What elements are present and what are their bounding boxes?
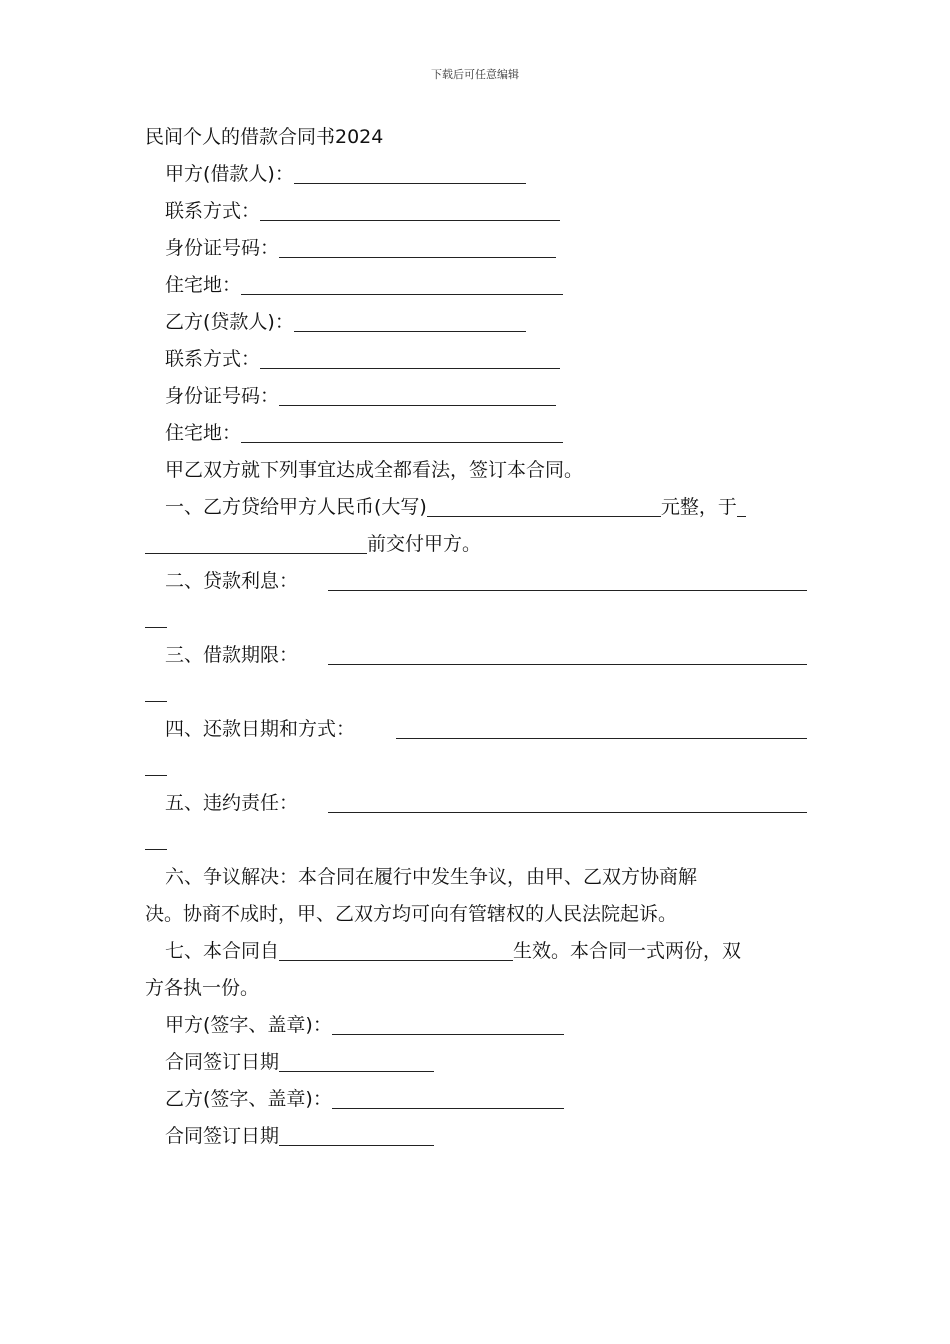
- party-b-id-label: 身份证号码：: [165, 385, 280, 407]
- page-header: 下载后可任意编辑: [431, 68, 519, 81]
- clause-2-continuation-row: [145, 603, 807, 640]
- party-b-date-label: 合同签订日期: [165, 1125, 280, 1147]
- clause-7-line-2: 方各执一份。: [145, 977, 260, 999]
- clause-1-row: [145, 492, 807, 529]
- clause-5-continuation-row: [145, 825, 807, 862]
- party-a-contact-row: [145, 196, 807, 233]
- liability-blank-tail[interactable]: [145, 825, 167, 850]
- party-a-id-label: 身份证号码：: [165, 237, 280, 259]
- clause-5-row: [145, 788, 807, 825]
- party-b-signature-blank[interactable]: [332, 1084, 564, 1109]
- loan-amount-blank[interactable]: [427, 492, 661, 517]
- clause-2-label: 二、贷款利息：: [165, 570, 299, 592]
- party-a-contact-blank[interactable]: [260, 196, 560, 221]
- delivery-date-blank-start[interactable]: [737, 492, 746, 517]
- liability-blank[interactable]: [328, 788, 807, 813]
- party-b-address-blank[interactable]: [241, 418, 563, 443]
- party-a-address-label: 住宅地：: [165, 274, 242, 296]
- clause-4-continuation-row: [145, 751, 807, 788]
- clause-1-continuation-row: [145, 529, 807, 566]
- clause-2-row: [145, 566, 807, 603]
- party-b-contact-label: 联系方式：: [165, 348, 261, 370]
- party-a-name-blank[interactable]: [294, 159, 526, 184]
- clause-3-row: [145, 640, 807, 677]
- contract-document: [145, 122, 807, 1158]
- clause-1-text-part3: 前交付甲方。: [367, 533, 482, 555]
- clause-7-text-part2: 生效。本合同一式两份，双: [513, 940, 742, 962]
- party-a-date-blank[interactable]: [279, 1047, 434, 1072]
- party-b-date-blank[interactable]: [279, 1121, 434, 1146]
- clause-7-row: [145, 936, 807, 973]
- intro-text: 甲乙双方就下列事宜达成全都看法，签订本合同。: [165, 459, 584, 481]
- loan-term-blank-tail[interactable]: [145, 677, 167, 702]
- clause-5-label: 五、违约责任：: [165, 792, 299, 814]
- party-a-address-blank[interactable]: [241, 270, 563, 295]
- party-a-contact-label: 联系方式：: [165, 200, 261, 222]
- party-b-name-blank[interactable]: [294, 307, 526, 332]
- party-b-signature-row: [145, 1084, 807, 1121]
- party-b-name-row: [145, 307, 807, 344]
- delivery-date-blank[interactable]: [145, 529, 367, 554]
- party-a-id-row: [145, 233, 807, 270]
- clause-1-text-part2: 元整，于: [660, 496, 737, 518]
- clause-6-line-1: 六、争议解决：本合同在履行中发生争议，由甲、乙双方协商解: [165, 866, 698, 888]
- party-b-contact-blank[interactable]: [260, 344, 560, 369]
- clause-4-row: [145, 714, 807, 751]
- effective-date-blank[interactable]: [279, 936, 513, 961]
- repayment-blank[interactable]: [396, 714, 807, 739]
- party-b-date-row: [145, 1121, 807, 1158]
- clause-7-text-part1: 七、本合同自: [165, 940, 280, 962]
- party-a-name-row: [145, 159, 807, 196]
- clause-3-continuation-row: [145, 677, 807, 714]
- party-a-date-row: [145, 1047, 807, 1084]
- party-a-signature-blank[interactable]: [332, 1010, 564, 1035]
- clause-1-text-part1: 一、乙方贷给甲方人民币(大写): [165, 496, 427, 518]
- party-b-id-row: [145, 381, 807, 418]
- loan-term-blank[interactable]: [328, 640, 807, 665]
- party-b-id-blank[interactable]: [279, 381, 556, 406]
- party-a-signature-label: 甲方(签字、盖章)：: [165, 1014, 332, 1036]
- interest-blank[interactable]: [328, 566, 807, 591]
- party-b-address-row: [145, 418, 807, 455]
- party-b-address-label: 住宅地：: [165, 422, 242, 444]
- party-a-signature-row: [145, 1010, 807, 1047]
- party-a-id-blank[interactable]: [279, 233, 556, 258]
- party-b-name-label: 乙方(贷款人)：: [165, 311, 294, 333]
- clause-4-label: 四、还款日期和方式：: [165, 718, 356, 740]
- party-a-date-label: 合同签订日期: [165, 1051, 280, 1073]
- party-b-contact-row: [145, 344, 807, 381]
- party-b-signature-label: 乙方(签字、盖章)：: [165, 1088, 332, 1110]
- repayment-blank-tail[interactable]: [145, 751, 167, 776]
- document-title: 民间个人的借款合同书2024: [145, 126, 384, 148]
- clause-3-label: 三、借款期限：: [165, 644, 299, 666]
- clause-6-line-2: 决。协商不成时，甲、乙双方均可向有管辖权的人民法院起诉。: [145, 903, 678, 925]
- party-a-address-row: [145, 270, 807, 307]
- party-a-name-label: 甲方(借款人)：: [165, 163, 294, 185]
- interest-blank-tail[interactable]: [145, 603, 167, 628]
